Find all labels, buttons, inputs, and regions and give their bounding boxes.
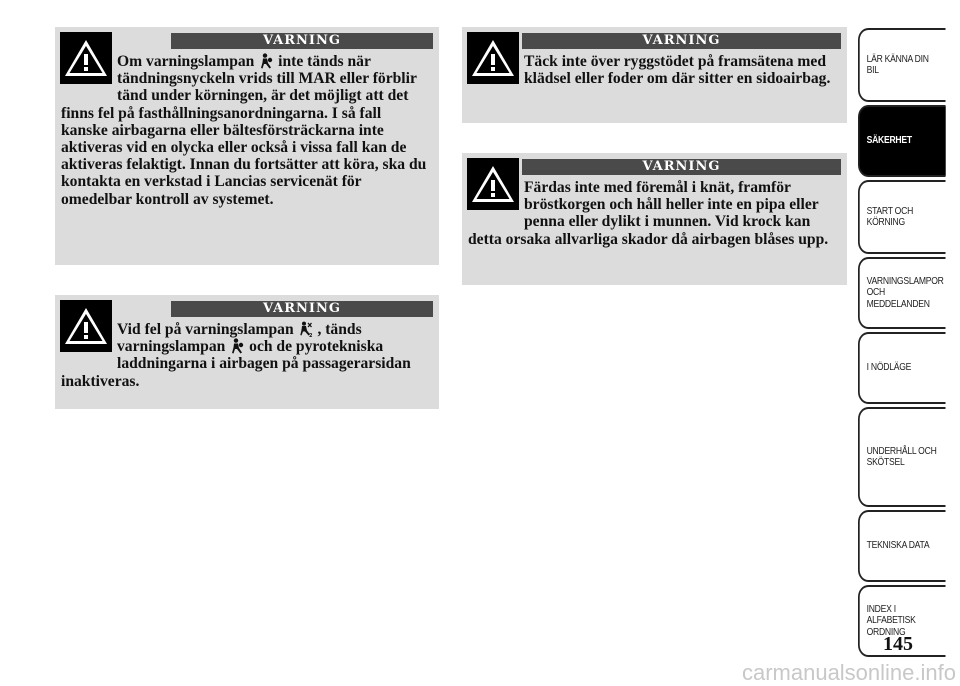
warning-text (61, 321, 431, 390)
warning-box-airbag-lamp (55, 27, 439, 265)
warning-header: VARNING (171, 301, 433, 317)
svg-text:2: 2 (308, 333, 313, 339)
watermark: carmanualsonline.info (741, 660, 956, 685)
tab-label: I NÖDLÄGE (866, 362, 912, 374)
warning-box-passenger-airbag (55, 295, 439, 409)
warning-header: VARNING (522, 33, 841, 49)
tab-label: START OCH KÖRNING (866, 205, 914, 228)
warning-text (468, 53, 839, 93)
tab-label: INDEX I ALFABETISK ORDNING (866, 603, 916, 638)
warning-text-after: inte tänds när tändningsnyckeln vrids till MAR eller förblir tänd under körningen, är det möjligt att det finns fel på fasthållningsanordningarna. I så fall kanske airbagarna eller bältesförsträckarna inte aktiveras vid en olycka eller också i vissa fall kan de aktiveras felaktigt. Innan du fortsätter att köra, ska du kontakta en verkstad i Lancias servicenät för omedelbar kontroll av systemet. (61, 53, 427, 208)
tab-label: TEKNISKA DATA (866, 540, 930, 552)
tab-tekniska-data[interactable] (858, 510, 946, 582)
warning-text-content: Täck inte över ryggstödet på framsätena med klädsel eller foder om där sitter en sidoairbag. (524, 53, 831, 88)
airbag-lamp-icon (260, 53, 272, 69)
page-number: 145 (883, 633, 913, 655)
tab-label: VARNINGSLAMPOR OCH MEDDELANDEN (866, 275, 944, 310)
tab-underhall-och-skotsel[interactable] (858, 407, 946, 507)
tab-start-och-korning[interactable] (858, 180, 946, 254)
warning-box-seat-cover (462, 27, 847, 123)
tab-lar-kanna-din-bil[interactable] (858, 28, 946, 102)
warning-box-objects-lap (462, 153, 847, 285)
warning-text-content: Färdas inte med föremål i knät, framför bröstkorgen och håll heller inte en pipa eller penna eller dylikt i munnen. Vid krock kan detta orsaka allvarliga skador då airbagen blåses upp. (468, 179, 829, 248)
tab-varningslampor-och-meddelanden[interactable] (858, 257, 946, 329)
warning-text-before: Om varningslampan (117, 53, 255, 70)
tab-label: SÄKERHET (866, 135, 912, 147)
warning-header: VARNING (522, 159, 841, 175)
passenger-airbag-off-lamp-icon (300, 321, 312, 337)
tab-i-nodlage[interactable] (858, 332, 946, 404)
warning-header: VARNING (171, 33, 433, 49)
tab-label: LÄR KÄNNA DIN BIL (866, 53, 929, 76)
tab-sakerhet[interactable] (858, 105, 946, 177)
warning-text (61, 53, 431, 208)
airbag-lamp-icon (231, 338, 243, 354)
warning-text-before: Vid fel på varningslampan (117, 321, 294, 338)
warning-text-middle: , tänds varningslampan (117, 321, 362, 356)
tab-label: UNDERHÅLL OCH SKÖTSEL (866, 445, 937, 468)
warning-text (468, 179, 839, 248)
warning-text-after: och de pyrotekniska laddningarna i airbagen på passagerarsidan inaktiveras. (61, 338, 411, 390)
